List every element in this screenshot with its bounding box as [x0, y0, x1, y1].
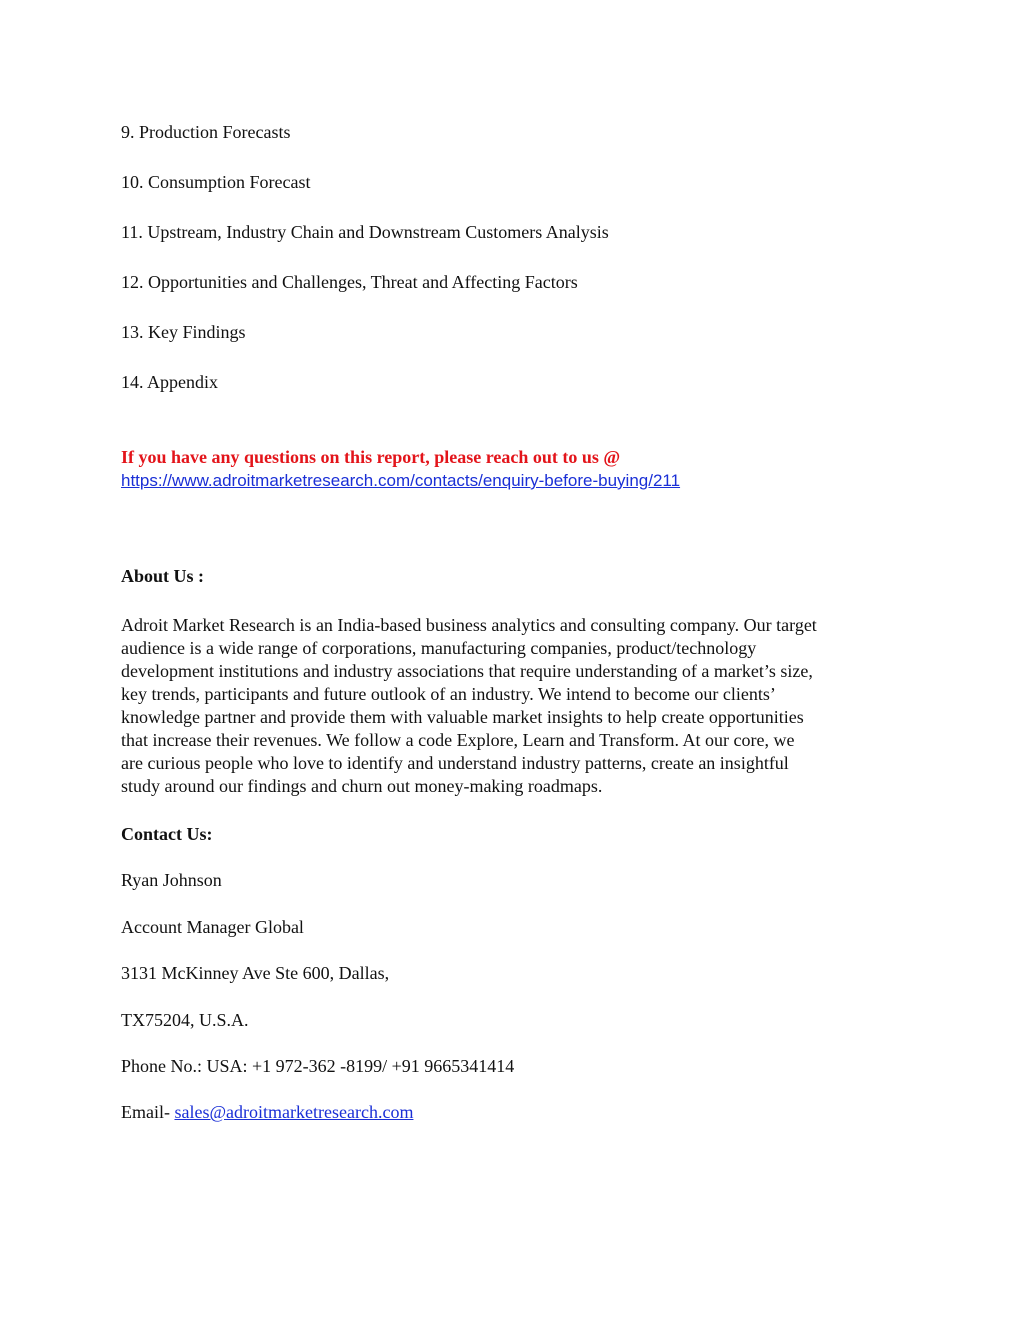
contact-address-zip: TX75204, U.S.A.: [121, 1010, 249, 1030]
contact-email-line: [121, 1101, 413, 1123]
toc-item-consumption-forecast: 10. Consumption Forecast: [121, 172, 311, 192]
email-link[interactable]: sales@adroitmarketresearch.com: [174, 1102, 414, 1122]
about-line: study around our findings and churn out money-making roadmaps.: [121, 776, 603, 796]
email-label: Email-: [121, 1102, 175, 1122]
about-us-heading: About Us :: [121, 566, 205, 586]
about-line: development institutions and industry associations that require understanding of a market’s size,: [121, 661, 813, 681]
contact-phone: Phone No.: USA: +1 972-362 -8199/ +91 9665341414: [121, 1056, 515, 1076]
about-line: that increase their revenues. We follow a code Explore, Learn and Transform. At our core, we: [121, 730, 795, 750]
toc-item-upstream-analysis: 11. Upstream, Industry Chain and Downstream Customers Analysis: [121, 222, 609, 242]
toc-item-appendix: 14. Appendix: [121, 372, 218, 392]
contact-title: Account Manager Global: [121, 917, 304, 937]
toc-item-key-findings: 13. Key Findings: [121, 322, 246, 342]
contact-address-street: 3131 McKinney Ave Ste 600, Dallas,: [121, 963, 390, 983]
about-us-paragraph: [121, 614, 911, 798]
questions-callout: If you have any questions on this report, please reach out to us @: [121, 447, 621, 467]
about-line: are curious people who love to identify and understand industry patterns, create an insightful: [121, 753, 789, 773]
about-line: knowledge partner and provide them with valuable market insights to help create opportunities: [121, 707, 804, 727]
toc-item-opportunities-challenges: 12. Opportunities and Challenges, Threat and Affecting Factors: [121, 272, 578, 292]
about-line: audience is a wide range of corporations, manufacturing companies, product/technology: [121, 638, 757, 658]
contact-name: Ryan Johnson: [121, 870, 222, 890]
enquiry-link[interactable]: https://www.adroitmarketresearch.com/contacts/enquiry-before-buying/211: [121, 471, 681, 490]
about-line: key trends, participants and future outlook of an industry. We intend to become our clients’: [121, 684, 776, 704]
contact-us-heading: Contact Us:: [121, 824, 213, 844]
about-line: Adroit Market Research is an India-based business analytics and consulting company. Our target: [121, 615, 817, 635]
toc-item-production-forecasts: 9. Production Forecasts: [121, 122, 291, 142]
